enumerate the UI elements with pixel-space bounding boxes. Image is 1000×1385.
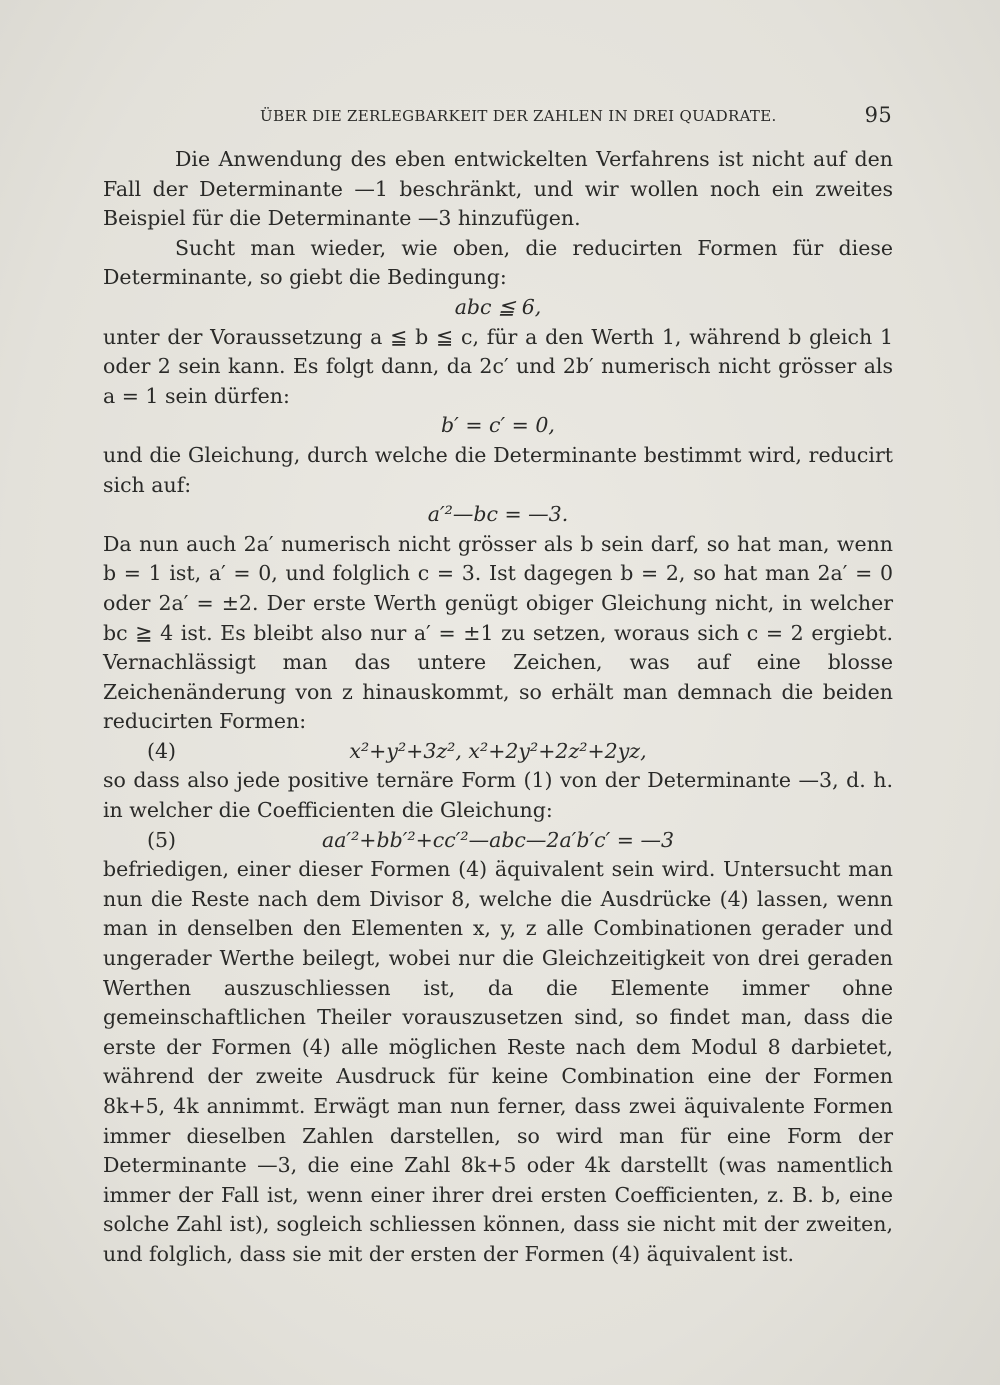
page-body	[103, 145, 893, 1270]
paragraph-6: so dass also jede positive ternäre Form (1) von der Determinante —3, d. h. in welcher die Coefficienten die Gleichung:	[103, 768, 893, 823]
paragraph-3: unter der Voraussetzung a ≦ b ≦ c, für a den Werth 1, während b gleich 1 oder 2 sein kann. Es folgt dann, da 2c′ und 2b′ numerisch nicht grösser als a = 1 sein dürfen:	[103, 324, 893, 408]
equation-4	[103, 737, 893, 767]
equation-5-number: (5)	[147, 827, 177, 852]
paragraph-1: Die Anwendung des eben entwickelten Verfahrens ist nicht auf den Fall der Determinante —1 beschränkt, und wir wollen noch ein zweites Beispiel für die Determinante —3 hinzufügen.	[103, 147, 893, 231]
paragraph-5: Da nun auch 2a′ numerisch nicht grösser als b sein darf, so hat man, wenn b = 1 ist, a′ = 0, und folglich c = 3. Ist dagegen b = 2, so hat man 2a′ = 0 oder 2a′ = ±2. Der erste Werth genügt obiger Gleichung nicht, in welcher bc ≧ 4 ist. Es bleibt also nur a′ = ±1 zu setzen, woraus sich c = 2 ergiebt. Vernachlässigt man das untere Zeichen, was auf eine blosse Zeichenänderung von z hinauskommt, so erhält man demnach die beiden reducirten Formen:	[103, 531, 893, 734]
paragraph-7: befriedigen, einer dieser Formen (4) äquivalent sein wird. Untersucht man nun die Reste nach dem Divisor 8, welche die Ausdrücke (4) lassen, wenn man in denselben den Elementen x, y, z alle Combinationen gerader und ungerader Werthe beilegt, wobei nur die Gleichzeitigkeit von drei geraden Werthen auszuschliessen ist, da die Elemente immer ohne gemeinschaftlichen Theiler vorauszusetzen sind, so findet man, dass die erste der Formen (4) alle möglichen Reste nach dem Modul 8 darbietet, während der zweite Ausdruck für keine Combination eine der Formen 8k+5, 4k annimmt. Erwägt man nun ferner, dass zwei äquivalente Formen immer dieselben Zahlen darstellen, so wird man für eine Form der Determinante —3, die eine Zahl 8k+5 oder 4k darstellt (was namentlich immer der Fall ist, wenn einer ihrer drei ersten Coefficienten, z. B. b, eine solche Zahl ist), sogleich schliessen können, dass sie nicht mit der zweiten, und folglich, dass sie mit der ersten der Formen (4) äquivalent ist.	[103, 857, 893, 1266]
equation-5-expression: aa′²+bb′²+cc′²—abc—2a′b′c′ = —3	[321, 827, 675, 852]
running-title: ÜBER DIE ZERLEGBARKEIT DER ZAHLEN IN DREI QUADRATE.	[260, 107, 777, 125]
equation-4-number: (4)	[147, 738, 177, 763]
paragraph-4: und die Gleichung, durch welche die Determinante bestimmt wird, reducirt sich auf:	[103, 442, 893, 497]
page-number: 95	[864, 103, 892, 127]
formula-b-c: b′ = c′ = 0,	[441, 413, 555, 438]
equation-5	[103, 826, 893, 856]
paragraph-2: Sucht man wieder, wie oben, die reducirten Formen für diese Determinante, so giebt die Bedingung:	[103, 235, 893, 290]
equation-4-expression: x²+y²+3z², x²+2y²+2z²+2yz,	[349, 738, 647, 763]
formula-a-bc: a′²—bc = —3.	[427, 502, 569, 527]
formula-condition: abc ≦ 6,	[454, 294, 542, 319]
running-header	[260, 103, 892, 131]
